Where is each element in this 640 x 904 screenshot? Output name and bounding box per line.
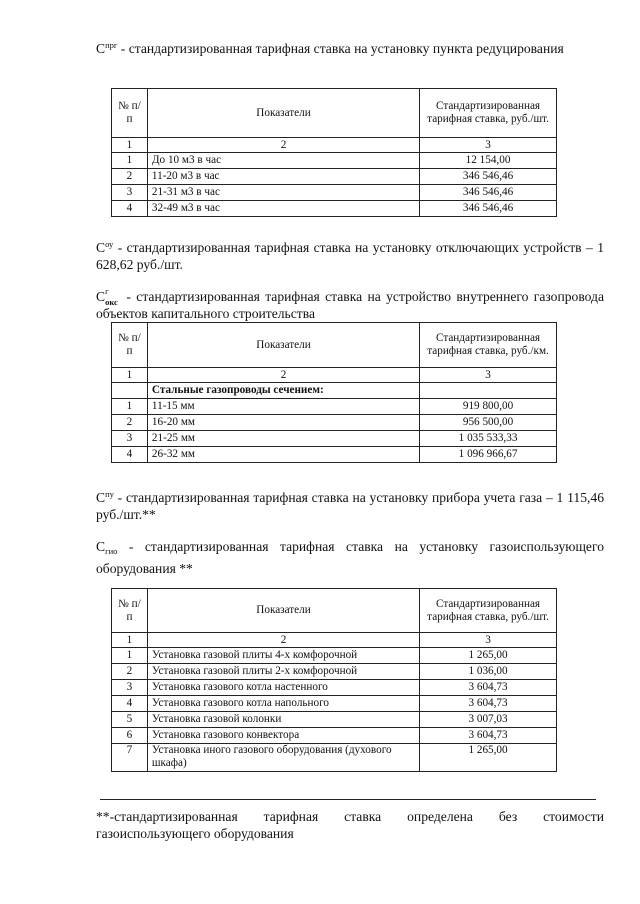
rate-symbol: C <box>96 240 106 255</box>
col-number-cell: 2 <box>147 138 419 153</box>
row-number: 1 <box>112 399 148 415</box>
row-name: Установка газового котла настенного <box>147 680 419 696</box>
row-number: 4 <box>112 447 148 463</box>
row-value: 346 546,46 <box>420 169 557 185</box>
paragraph-text: - стандартизированная тарифная ставка на устройство внутреннего газопровода объектов капитального строительства <box>96 289 604 321</box>
rate-symbol-superscript: прг <box>105 40 118 50</box>
row-number: 2 <box>112 415 148 431</box>
empty-cell <box>420 383 557 399</box>
row-value: 1 035 533,33 <box>420 431 557 447</box>
table-row <box>112 680 557 696</box>
row-value: 3 604,73 <box>420 680 557 696</box>
table-row <box>112 399 557 415</box>
col-header-rate: Стандартизированная тарифная ставка, руб./км. <box>420 323 557 368</box>
row-name: 21-25 мм <box>147 431 419 447</box>
row-name: Установка газового котла напольного <box>147 696 419 712</box>
rate-symbol-superscript: оу <box>105 239 114 249</box>
row-name: Установка газовой плиты 2-х комфорочной <box>147 664 419 680</box>
row-number: 5 <box>112 712 148 728</box>
row-number: 4 <box>112 696 148 712</box>
col-number-cell: 1 <box>112 368 148 383</box>
rate-symbol: C <box>96 41 106 56</box>
col-header-rate: Стандартизированная тарифная ставка, руб./шт. <box>420 589 557 633</box>
table-row <box>112 728 557 744</box>
paragraph-gio <box>96 538 604 577</box>
footnote-text: **-стандартизированная тарифная ставка определена без стоимости газоиспользующего оборудования <box>96 809 604 841</box>
rate-symbol-superscript: г <box>105 286 109 296</box>
row-value: 3 604,73 <box>420 728 557 744</box>
rate-symbol-subscript: окс <box>105 297 118 307</box>
footnote-separator <box>100 799 596 800</box>
table-row <box>112 696 557 712</box>
paragraph-oks <box>96 288 604 322</box>
row-name: 21-31 м3 в час <box>147 185 419 201</box>
row-value: 1 096 966,67 <box>420 447 557 463</box>
table-row <box>112 664 557 680</box>
row-value: 919 800,00 <box>420 399 557 415</box>
empty-cell <box>112 383 148 399</box>
row-value: 12 154,00 <box>420 153 557 169</box>
table-row <box>112 415 557 431</box>
table-row <box>112 185 557 201</box>
row-name: 32-49 м3 в час <box>147 201 419 217</box>
row-name: 11-15 мм <box>147 399 419 415</box>
table-row <box>112 431 557 447</box>
table-oks-rates <box>111 322 557 463</box>
paragraph-text: - стандартизированная тарифная ставка на установку прибора учета газа – 1 115,46 руб./шт.** <box>96 490 604 522</box>
row-value: 346 546,46 <box>420 185 557 201</box>
col-header-number: № п/п <box>112 89 148 138</box>
row-number: 1 <box>112 648 148 664</box>
paragraph-ou <box>96 236 604 273</box>
row-value: 1 265,00 <box>420 648 557 664</box>
row-number: 3 <box>112 185 148 201</box>
col-header-indicator: Показатели <box>147 323 419 368</box>
row-value: 346 546,46 <box>420 201 557 217</box>
row-name: Установка иного газового оборудования (духового шкафа) <box>147 744 419 772</box>
row-name: Установка газовой плиты 4-х комфорочной <box>147 648 419 664</box>
table-group-row <box>112 383 557 399</box>
row-number: 2 <box>112 169 148 185</box>
table-gio-rates <box>111 588 557 772</box>
row-name: 26-32 мм <box>147 447 419 463</box>
paragraph-text: - стандартизированная тарифная ставка на установку пункта редуцирования <box>120 41 564 56</box>
row-number: 1 <box>112 153 148 169</box>
row-name: 16-20 мм <box>147 415 419 431</box>
row-value: 1 265,00 <box>420 744 557 772</box>
paragraph-text: - стандартизированная тарифная ставка на установку отключающих устройств – 1 628,62 руб./шт. <box>96 240 605 272</box>
col-number-cell: 1 <box>112 633 148 648</box>
row-number: 3 <box>112 431 148 447</box>
row-value: 3 604,73 <box>420 696 557 712</box>
row-value: 956 500,00 <box>420 415 557 431</box>
row-value: 3 007,03 <box>420 712 557 728</box>
group-label: Стальные газопроводы сечением: <box>147 383 419 399</box>
row-number: 4 <box>112 201 148 217</box>
paragraph-pu <box>96 486 604 523</box>
footnote <box>96 808 604 842</box>
paragraph-prg <box>96 37 604 57</box>
row-number: 7 <box>112 744 148 772</box>
rate-symbol: C <box>96 289 106 304</box>
row-name: 11-20 м3 в час <box>147 169 419 185</box>
col-number-cell: 2 <box>147 368 419 383</box>
col-number-cell: 2 <box>147 633 419 648</box>
col-header-number: № п/п <box>112 589 148 633</box>
paragraph-text: - стандартизированная тарифная ставка на установку газоиспользующего оборудования ** <box>96 539 604 576</box>
rate-symbol-subscript: гио <box>105 546 118 556</box>
col-header-indicator: Показатели <box>147 89 419 138</box>
row-name: До 10 м3 в час <box>147 153 419 169</box>
table-row <box>112 744 557 772</box>
table-row <box>112 153 557 169</box>
col-number-cell: 3 <box>420 368 557 383</box>
rate-symbol: C <box>96 490 106 505</box>
row-number: 3 <box>112 680 148 696</box>
rate-symbol-superscript: пу <box>105 489 114 499</box>
col-number-cell: 3 <box>420 633 557 648</box>
table-row <box>112 201 557 217</box>
table-prg-rates <box>111 88 557 217</box>
table-row <box>112 447 557 463</box>
col-header-rate: Стандартизированная тарифная ставка, руб./шт. <box>420 89 557 138</box>
col-header-number: № п/п <box>112 323 148 368</box>
col-number-cell: 1 <box>112 138 148 153</box>
table-row <box>112 712 557 728</box>
col-number-cell: 3 <box>420 138 557 153</box>
table-row <box>112 169 557 185</box>
col-header-indicator: Показатели <box>147 589 419 633</box>
table-row <box>112 648 557 664</box>
rate-symbol: C <box>96 539 106 554</box>
row-name: Установка газовой колонки <box>147 712 419 728</box>
row-number: 6 <box>112 728 148 744</box>
row-value: 1 036,00 <box>420 664 557 680</box>
row-name: Установка газового конвектора <box>147 728 419 744</box>
row-number: 2 <box>112 664 148 680</box>
